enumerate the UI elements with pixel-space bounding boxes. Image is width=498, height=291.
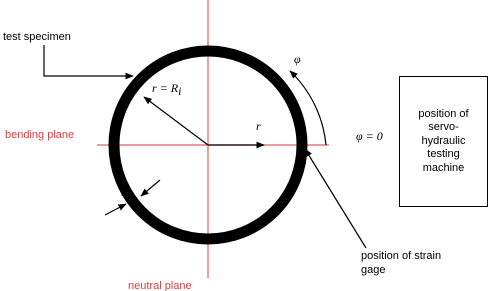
strain-gage-label-line1: position of strain bbox=[361, 250, 442, 262]
thickness-t-label: t bbox=[121, 185, 125, 199]
testing-machine-box bbox=[399, 76, 488, 207]
test-specimen-leader bbox=[44, 45, 133, 76]
inner-radius-label: r = Ri bbox=[152, 81, 182, 98]
test-specimen-label: test specimen bbox=[3, 31, 71, 43]
testing-machine-label: position of servo-hydraulic testing machine bbox=[418, 107, 469, 174]
inner-radius-arrow bbox=[144, 97, 208, 145]
radius-r-label: r bbox=[256, 119, 261, 133]
thickness-arrow-outer bbox=[141, 180, 160, 196]
angle-zero-label: φ = 0 bbox=[356, 129, 383, 143]
bending-plane-label: bending plane bbox=[5, 129, 75, 141]
angle-phi-label: φ bbox=[294, 52, 301, 66]
neutral-plane-label: neutral plane bbox=[128, 280, 192, 291]
strain-gage-leader bbox=[305, 149, 366, 248]
thickness-arrow-inner bbox=[105, 204, 126, 215]
strain-gage-label-line2: gage bbox=[361, 264, 386, 276]
